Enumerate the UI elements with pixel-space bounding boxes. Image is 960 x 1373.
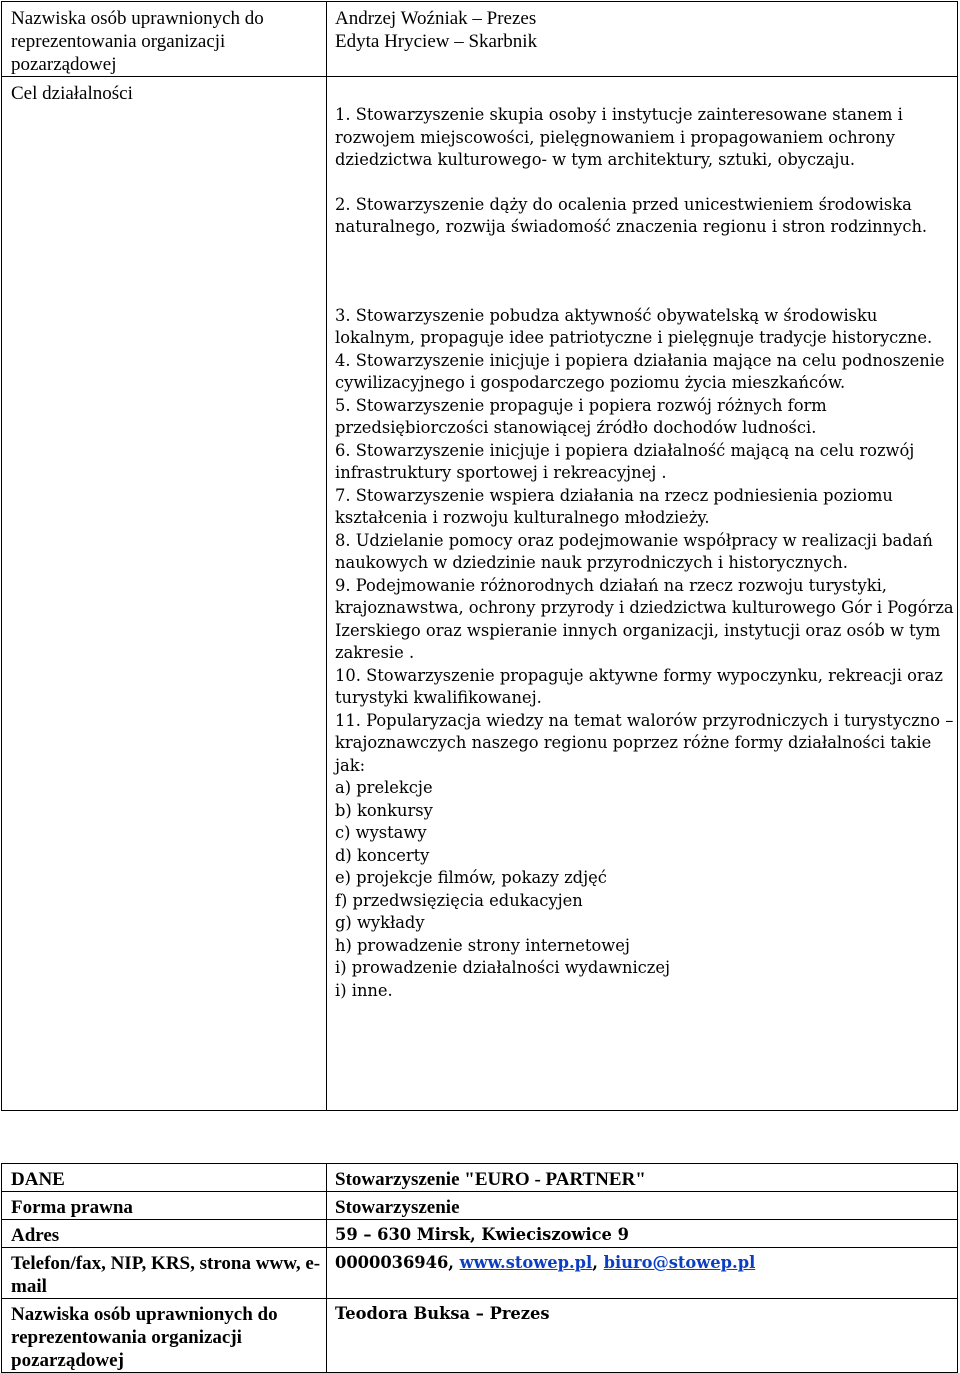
- table-row: [2, 1220, 958, 1248]
- purpose-label: Cel działalności: [2, 77, 327, 1111]
- purpose-paragraph-3: 3. Stowarzyszenie pobudza aktywność obywatelską w środowisku lokalnym, propaguje idee patriotyczne i pielęgnuje tradycje historyczne.: [335, 305, 933, 347]
- representative-2: Edyta Hryciew – Skarbnik: [335, 31, 538, 52]
- dane-value: Stowarzyszenie "EURO - PARTNER": [327, 1164, 958, 1192]
- representative-1: Andrzej Woźniak – Prezes: [335, 8, 537, 29]
- list-item: i) inne.: [335, 980, 393, 1000]
- representatives-label: Nazwiska osób uprawnionych do reprezentowania organizacji pozarządowej: [2, 2, 327, 77]
- list-item: c) wystawy: [335, 823, 427, 842]
- purpose-value: [327, 77, 958, 1111]
- purpose-paragraph-4: 4. Stowarzyszenie inicjuje i popiera działania mające na celu podnoszenie cywilizacyjnego i gospodarczego poziomu życia mieszkańców.: [335, 350, 945, 392]
- www-link[interactable]: www.stowep.pl: [459, 1253, 593, 1272]
- list-item: f) przedwsięzięcia edukacyjen: [335, 890, 583, 910]
- adres-label: Adres: [2, 1220, 327, 1248]
- forma-label: Forma prawna: [2, 1192, 327, 1220]
- table-row: [2, 1299, 958, 1373]
- list-item: g) wykłady: [335, 913, 425, 932]
- table-row: [2, 1164, 958, 1192]
- nazwiska-label: Nazwiska osób uprawnionych do reprezentowania organizacji pozarządowej: [2, 1299, 327, 1373]
- list-item: b) konkursy: [335, 800, 433, 820]
- forma-value: Stowarzyszenie: [327, 1192, 958, 1220]
- purpose-paragraph-2: 2. Stowarzyszenie dąży do ocalenia przed unicestwieniem środowiska naturalnego, rozwija świadomość znaczenia regionu i stron rodzinnych.: [335, 194, 928, 236]
- telefon-value: [327, 1248, 958, 1299]
- list-item: h) prowadzenie strony internetowej: [335, 935, 630, 955]
- purpose-paragraph-6: 6. Stowarzyszenie inicjuje i popiera działalność mającą na celu rozwój infrastruktury sportowej i rekreacyjnej .: [335, 440, 915, 482]
- purpose-paragraph-11: 11. Popularyzacja wiedzy na temat walorów przyrodniczych i turystyczno – krajoznawczych naszego regionu poprzez różne formy działalności takie jak:: [335, 710, 954, 775]
- dane-label: DANE: [2, 1164, 327, 1192]
- organization-table-bottom: [1, 1163, 958, 1373]
- telefon-label: Telefon/fax, NIP, KRS, strona www, e-mail: [2, 1248, 327, 1299]
- purpose-paragraph-1: 1. Stowarzyszenie skupia osoby i instytucje zainteresowane stanem i rozwojem miejscowości, pielęgnowaniem i propagowaniem ochrony dziedzictwa kulturowego- w tym architektury, sztuki, obyczaju.: [335, 105, 903, 169]
- nazwiska-value: Teodora Buksa – Prezes: [327, 1299, 958, 1373]
- table-row: [2, 1192, 958, 1220]
- separator: ,: [592, 1253, 604, 1272]
- representatives-value: [327, 2, 958, 77]
- adres-value: 59 – 630 Mirsk, Kwieciszowice 9: [327, 1220, 958, 1248]
- list-item: a) prelekcje: [335, 778, 433, 797]
- table-row: [2, 1248, 958, 1299]
- purpose-paragraph-5: 5. Stowarzyszenie propaguje i popiera rozwój różnych form przedsiębiorczości stanowiącej źródło dochodów ludności.: [335, 395, 827, 437]
- purpose-paragraph-10: 10. Stowarzyszenie propaguje aktywne formy wypoczynku, rekreacji oraz turystyki kwalifikowanej.: [335, 665, 943, 707]
- purpose-paragraph-9: 9. Podejmowanie różnorodnych działań na rzecz rozwoju turystyki, krajoznawstwa, ochrony przyrody i dziedzictwa kulturowego Gór i Pogórza Izerskiego oraz wspieranie innych organizacji, instytucji oraz osób w tym zakresie .: [335, 575, 954, 662]
- table-row: [2, 2, 958, 77]
- purpose-paragraph-7: 7. Stowarzyszenie wspiera działania na rzecz podniesienia poziomu kształcenia i rozwoju kulturalnego młodzieży.: [335, 485, 893, 527]
- table-row: [2, 77, 958, 1111]
- list-item: d) koncerty: [335, 845, 430, 865]
- list-item: e) projekcje filmów, pokazy zdjęć: [335, 868, 607, 887]
- organization-table-top: [1, 1, 958, 1111]
- email-link[interactable]: biuro@stowep.pl: [603, 1253, 756, 1272]
- list-item: i) prowadzenie działalności wydawniczej: [335, 958, 671, 977]
- krs-number: 0000036946,: [335, 1253, 460, 1272]
- purpose-paragraph-8: 8. Udzielanie pomocy oraz podejmowanie współpracy w realizacji badań naukowych w dziedzinie nauk przyrodniczych i historycznych.: [335, 530, 933, 572]
